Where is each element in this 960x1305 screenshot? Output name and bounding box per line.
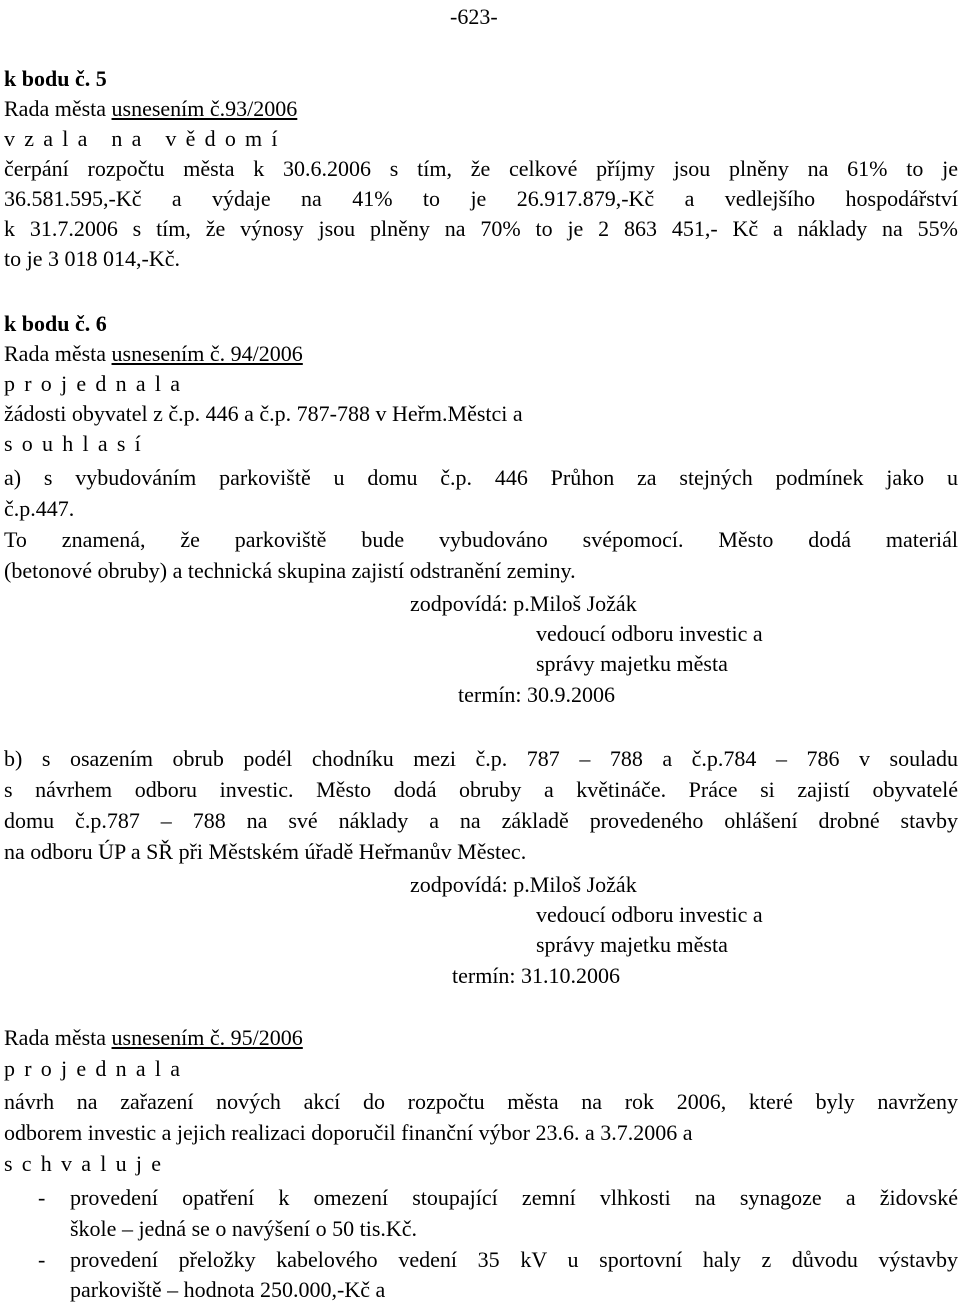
item-6-b-line: b) s osazením obrub podél chodníku mezi č.p. 787 – 788 a č.p.784 – 786 v souladu	[4, 746, 958, 771]
deadline: termín: 30.9.2006	[458, 682, 616, 707]
item-6-b-line: domu č.p.787 – 788 na své náklady a na základě provedeného ohlášení drobné stavby	[4, 808, 958, 833]
resolution-95-line: návrh na zařazení nových akcí do rozpočtu města na rok 2006, které byly navrženy	[4, 1089, 958, 1114]
item-5-heading: k bodu č. 5	[4, 66, 107, 91]
item-5-line: 36.581.595,-Kč a výdaje na 41% to je 26.917.879,-Kč a vedlejšího hospodářství	[4, 186, 958, 211]
bullet-item-line: provedení opatření k omezení stoupající zemní vlhkosti na synagoze a židovské	[70, 1185, 958, 1210]
responsible-role: vedoucí odboru investic a	[536, 902, 763, 927]
item-6-verb-discussed: projednala	[4, 371, 190, 396]
item-6-resolution	[4, 339, 303, 369]
item-6-b-line: s návrhem odboru investic. Město dodá obruby a květináče. Práce si zajistí obyvatelé	[4, 777, 958, 802]
item-6-heading: k bodu č. 6	[4, 311, 107, 336]
responsible-person: zodpovídá: p.Miloš Jožák	[410, 872, 637, 897]
resolution-ref: usnesením č.93/2006	[111, 96, 298, 121]
responsible-person: zodpovídá: p.Miloš Jožák	[410, 591, 637, 616]
item-6-subject: žádosti obyvatel z č.p. 446 a č.p. 787-788 v Heřm.Městci a	[4, 401, 523, 426]
item-6-a-line: a) s vybudováním parkoviště u domu č.p. 446 Průhon za stejných podmínek jako u	[4, 465, 958, 490]
item-5-line: to je 3 018 014,-Kč.	[4, 246, 180, 271]
item-6-a-line: (betonové obruby) a technická skupina zajistí odstranění zeminy.	[4, 558, 576, 583]
bullet-marker: -	[38, 1185, 46, 1210]
item-5-line: k 31.7.2006 s tím, že výnosy jsou plněny na 70% to je 2 863 451,- Kč a náklady na 55%	[4, 216, 958, 241]
item-6-b-line: na odboru ÚP a SŘ při Městském úřadě Heřmanův Městec.	[4, 839, 527, 864]
bullet-item-line: parkoviště – hodnota 250.000,-Kč a	[70, 1277, 386, 1302]
item-6-a-line: To znamená, že parkoviště bude vybudováno svépomocí. Město dodá materiál	[4, 527, 958, 552]
deadline: termín: 31.10.2006	[452, 963, 621, 988]
resolution-ref: usnesením č. 95/2006	[111, 1025, 303, 1050]
item-5-line: čerpání rozpočtu města k 30.6.2006 s tím, že celkové příjmy jsou plněny na 61% to je	[4, 156, 958, 181]
resolution-95-line: odborem investic a jejich realizaci doporučil finanční výbor 23.6. a 3.7.2006 a	[4, 1120, 693, 1145]
resolution-prefix: Rada města	[4, 1025, 112, 1050]
bullet-marker: -	[38, 1247, 46, 1272]
item-5-verb: vzala na vědomí	[4, 126, 287, 151]
bullet-item-line: provedení přeložky kabelového vedení 35 kV u sportovní haly z důvodu výstavby	[70, 1247, 958, 1272]
item-6-a-line: č.p.447.	[4, 496, 75, 521]
page-number: -623-	[450, 4, 498, 29]
resolution-prefix: Rada města	[4, 341, 112, 366]
item-5-resolution	[4, 94, 297, 124]
resolution-prefix: Rada města	[4, 96, 112, 121]
responsible-role: vedoucí odboru investic a	[536, 621, 763, 646]
responsible-role: správy majetku města	[536, 932, 728, 957]
bullet-item-line: škole – jedná se o navýšení o 50 tis.Kč.	[70, 1216, 418, 1241]
resolution-ref: usnesením č. 94/2006	[111, 341, 303, 366]
resolution-95	[4, 1023, 303, 1053]
item-6-verb-agrees: souhlasí	[4, 431, 151, 456]
resolution-95-verb-discussed: projednala	[4, 1056, 190, 1081]
responsible-role: správy majetku města	[536, 651, 728, 676]
resolution-95-verb-approves: schvaluje	[4, 1151, 171, 1176]
